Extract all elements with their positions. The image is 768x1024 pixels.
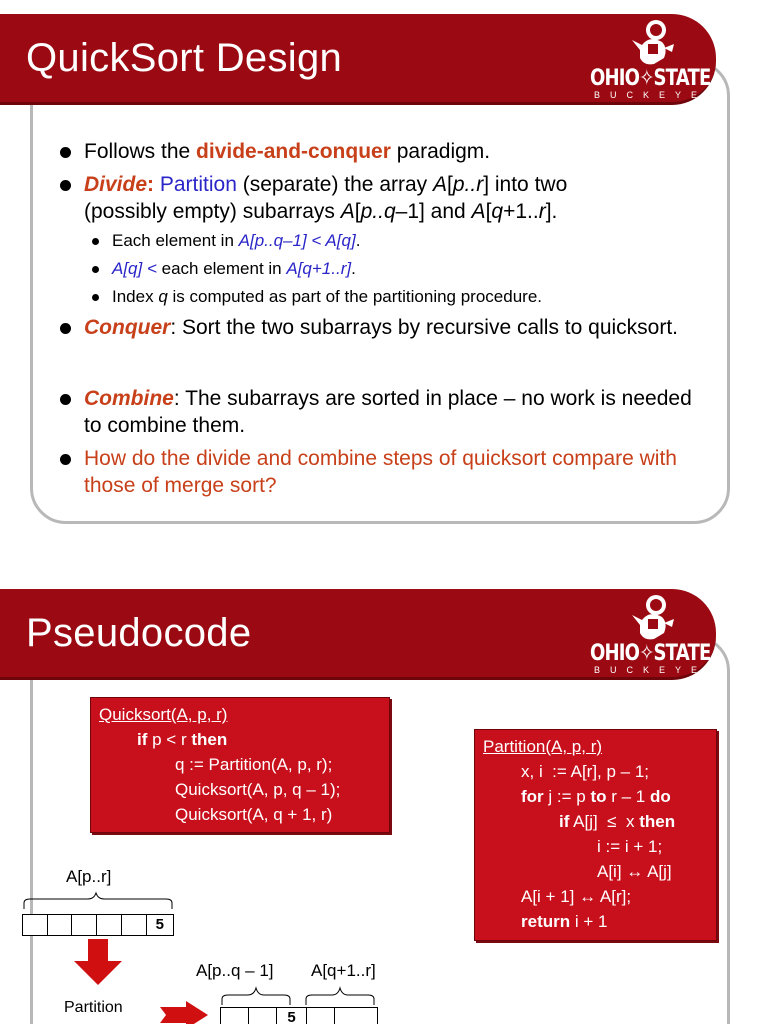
array-cell xyxy=(23,915,48,935)
code-line: for j := p to r – 1 do xyxy=(521,787,671,806)
bullet-divide: Divide: Partition (separate) the array A[p..r] into two (possibly empty) subarrays A[p..q–1] and A[q+1..r]. xyxy=(62,171,722,225)
bullet-dot xyxy=(60,454,71,465)
partitioned-cells xyxy=(220,1007,378,1024)
code-line: Quicksort(A, q + 1, r) xyxy=(175,805,333,824)
logo-buckeyes: BUCKEYES xyxy=(594,665,724,675)
code-line: Quicksort(A, p, q – 1); xyxy=(175,780,341,799)
sub-bullet-index: Index q is computed as part of the partitioning procedure. xyxy=(92,286,712,308)
code-line: x, i := A[r], p – 1; xyxy=(521,762,650,781)
bullet-dot xyxy=(92,266,99,273)
array-label: A[p..r] xyxy=(66,867,112,886)
title-bar xyxy=(0,589,724,680)
array-cells xyxy=(22,914,174,936)
sub-bullet-left-part: Each element in A[p..q–1] < A[q]. xyxy=(92,230,712,252)
code-line: i := i + 1; xyxy=(597,837,663,856)
bullet-dot xyxy=(60,147,71,158)
array-cell xyxy=(122,915,147,935)
array-cell xyxy=(221,1008,249,1024)
logo-wordmark: OHIO✧STATE xyxy=(590,66,711,91)
array-brace xyxy=(22,891,174,911)
ohio-state-logo xyxy=(588,18,724,104)
code-line: Partition(A, p, r) xyxy=(483,737,603,756)
code-line: A[i] ↔ A[j] xyxy=(597,862,672,881)
bullet-dot xyxy=(60,323,71,334)
bullet-combine: Combine: The subarrays are sorted in place – no work is needed to combine them. xyxy=(62,385,712,439)
down-arrow-icon xyxy=(72,939,124,987)
bullet-paradigm: Follows the divide-and-conquer paradigm. xyxy=(62,138,722,165)
bullet-dot xyxy=(60,394,71,405)
array-cell xyxy=(97,915,122,935)
logo-wordmark: OHIO✧STATE xyxy=(590,641,711,666)
pivot-cell: 5 xyxy=(277,1008,307,1024)
slide-pseudocode xyxy=(0,575,768,1024)
code-line: if A[j] ≤ x then xyxy=(559,812,676,831)
partition-label: Partition xyxy=(64,999,123,1016)
logo-buckeyes: BUCKEYES xyxy=(594,90,724,100)
slide-title: QuickSort Design xyxy=(26,36,343,80)
bullet-dot xyxy=(60,180,71,191)
bullet-question: How do the divide and combine steps of quicksort compare with those of merge sort? xyxy=(62,445,682,499)
array-cell xyxy=(72,915,97,935)
code-line: return i + 1 xyxy=(521,912,608,931)
right-arrow-icon xyxy=(160,1001,210,1024)
pivot-cell: 5 xyxy=(155,916,165,933)
code-line: Quicksort(A, p, r) xyxy=(99,705,228,724)
ohio-state-logo xyxy=(588,593,724,679)
brutus-mascot-icon xyxy=(618,593,678,645)
array-cell xyxy=(307,1008,335,1024)
quicksort-code-box xyxy=(90,697,390,833)
partition-code-box xyxy=(474,729,717,941)
subarray-braces xyxy=(220,985,380,1007)
bullet-conquer: Conquer: Sort the two subarrays by recursive calls to quicksort. xyxy=(62,314,712,341)
code-line: A[i + 1] ↔ A[r]; xyxy=(521,887,632,906)
right-subarray-label: A[q+1..r] xyxy=(311,961,376,980)
brutus-mascot-icon xyxy=(618,18,678,70)
slide-title: Pseudocode xyxy=(26,611,252,655)
sub-bullet-right-part: A[q] < each element in A[q+1..r]. xyxy=(92,258,712,280)
array-cell xyxy=(48,915,73,935)
title-bar xyxy=(0,14,724,105)
bullet-dot xyxy=(92,238,99,245)
bullet-dot xyxy=(92,294,99,301)
code-line: q := Partition(A, p, r); xyxy=(175,755,333,774)
array-cell xyxy=(335,1008,363,1024)
code-line: if p < r then xyxy=(137,730,228,749)
left-subarray-label: A[p..q – 1] xyxy=(196,961,274,980)
array-cell xyxy=(249,1008,277,1024)
